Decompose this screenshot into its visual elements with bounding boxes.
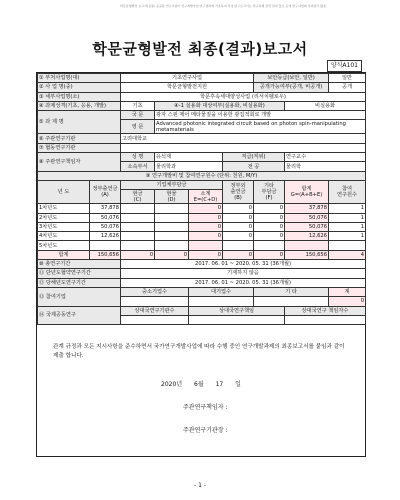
budget-col-etc: 기타 부담금 (F): [254, 180, 285, 203]
budget-col-local: 정부외 출연금 (B): [223, 180, 254, 203]
budget-year: 2차년도: [38, 213, 90, 222]
security-value: 일반: [329, 74, 366, 83]
current-period-value: 2017. 06. 01 ~ 2020. 05. 31 (36개월): [121, 278, 366, 287]
pi-dept-value: 물리학과: [155, 162, 223, 171]
intl-lead-count-value: [285, 315, 366, 324]
budget-gov: 50,076: [90, 213, 121, 222]
budget-col-staff: 참여 연구원수: [329, 180, 366, 203]
signature-pi: 주관연구책임자 :: [183, 404, 228, 412]
table-row: [38, 241, 366, 250]
budget-corp-sum: 0: [189, 222, 223, 231]
table-row: [38, 213, 366, 222]
budget-gov: 12,626: [90, 232, 121, 241]
budget-sum-label: 합계: [38, 250, 90, 259]
budget-staff: 1: [329, 232, 366, 241]
intl-lead-label: 상대국연구책임: [189, 306, 285, 315]
budget-sum-local: 0: [223, 250, 254, 259]
intl-label: ⑭ 국제공동연구: [38, 306, 121, 325]
participants-total-label: 계: [329, 287, 366, 296]
practical-value: 비실용화: [285, 101, 366, 110]
budget-col-total: 합계 G=(A+B+E): [285, 180, 329, 203]
budget-col-corp: 기업체부담금: [121, 180, 223, 189]
participants-large-label: 대기업수: [189, 287, 254, 296]
task-en-value: Advanced photonic integrated circuit based on photon spin-manipulating metamaterials: [155, 120, 366, 134]
budget-corp-sum: 0: [189, 232, 223, 241]
budget-header: ⑨ 연구개발비 및 참여연구원수 (단위: 천원, M/Y): [38, 171, 366, 180]
intl-org-count-label: 상대국연구기관수: [121, 306, 189, 315]
task-en-label: 영 문: [121, 120, 155, 134]
report-form: [36, 72, 366, 457]
intl-org-count-value: [121, 315, 189, 324]
budget-col-gov: 정부출연금 (A): [90, 180, 121, 203]
budget-cash: [121, 232, 155, 241]
budget-col-year: 년 도: [38, 180, 90, 203]
budget-etc: [254, 241, 285, 250]
info-table: [37, 73, 366, 325]
category-value: 기초: [121, 101, 155, 110]
pi-label: ⑧ 주관연구책임자: [38, 153, 121, 172]
budget-local: 0: [223, 232, 254, 241]
submission-notice: 관계 규정과 모든 지시사항을 준수하면서 국가연구개발사업에 따라 수행 중인 연구개발과제의 최종보고서를 붙임과 같이 제출 합니다.: [53, 344, 345, 360]
participants-sme-label: 중소기업수: [121, 287, 189, 296]
pi-major-value: 물리학: [285, 162, 366, 171]
period-value: 2017. 06. 01 ~ 2020. 05. 31 (36개월): [121, 260, 366, 269]
budget-total: [285, 241, 329, 250]
participants-etc-value: [254, 297, 329, 306]
budget-kind: [155, 204, 189, 213]
intl-lead-count-label: 상대국연구 책임자수: [285, 306, 366, 315]
budget-kind: [155, 222, 189, 231]
budget-total: 12,626: [285, 232, 329, 241]
budget-sum-gov: 150,656: [90, 250, 121, 259]
page-title: 학문균형발전 최종(결과)보고서: [92, 40, 308, 58]
participants-total-value: 0: [329, 297, 366, 306]
pi-name-value: 유석재: [155, 153, 223, 162]
participants-sme-value: [121, 297, 189, 306]
pi-rank-label: 직급(직위): [223, 153, 285, 162]
budget-staff: 1: [329, 213, 366, 222]
coop-value: [121, 143, 366, 152]
budget-sum-total: 150,656: [285, 250, 329, 259]
budget-staff: 1: [329, 204, 366, 213]
org-value: 고려대학교: [121, 134, 366, 143]
header-note: 학문균형발전 보고서(공통) 공공용 연구기관이 연구개발사업 연구결과에 기초하여 작성 연구보고서는 연구과제 관련 결과 물로 공개 연구사업의 성과평가 활용: [120, 4, 326, 8]
submission-date: [37, 379, 365, 388]
budget-staff: [329, 241, 366, 250]
task-label: ⑤ 과 제 명: [38, 111, 121, 134]
task-ko-value: 광자 스핀 제어 메타물질을 이용한 광집적회로 개발: [155, 111, 366, 120]
budget-local: 0: [223, 204, 254, 213]
budget-kind: [155, 232, 189, 241]
open-value: 공개: [329, 83, 366, 92]
table-row: [38, 232, 366, 241]
budget-sum-staff: 4: [329, 250, 366, 259]
budget-local: 0: [223, 213, 254, 222]
budget-total: 50,076: [285, 222, 329, 231]
budget-year: 1차년도: [38, 204, 90, 213]
participants-large-value: [189, 297, 254, 306]
pi-name-label: 성 명: [121, 153, 155, 162]
budget-gov: [90, 241, 121, 250]
budget-col-corp-sum: 소계 E=(C+D): [189, 190, 223, 204]
budget-staff: 1: [329, 222, 366, 231]
budget-year: 3차년도: [38, 222, 90, 231]
task-ko-label: 국 문: [121, 111, 155, 120]
program-label: ① 부처사업명(대): [38, 74, 121, 83]
budget-gov: 50,076: [90, 222, 121, 231]
current-period-label: ⑫ 당해년도연구기간: [38, 278, 121, 287]
detail-value: 학문후속세대양성사업 (리서치펠로우): [121, 92, 366, 101]
budget-cash: [121, 213, 155, 222]
practical-label: ④-1 실용화 대상여부(실용화, 비실용화): [155, 101, 285, 110]
budget-local: 0: [223, 222, 254, 231]
budget-kind: [155, 241, 189, 250]
budget-local: [223, 241, 254, 250]
budget-etc: 0: [254, 204, 285, 213]
subprogram-value: 학문균형발전지원: [121, 83, 254, 92]
form-number: 양식A101: [327, 60, 362, 72]
participants-label: ⑬ 참여기업: [38, 287, 121, 306]
date-month: 6월: [194, 381, 204, 389]
budget-corp-sum: 0: [189, 204, 223, 213]
budget-year: 4차년도: [38, 232, 90, 241]
budget-year: 5차년도: [38, 241, 90, 250]
budget-sum-row: [38, 250, 366, 259]
security-label: 보안등급(보안, 일반): [254, 74, 329, 83]
signature-head: 주관연구기관장 :: [183, 427, 228, 435]
participants-etc-label: 기 타: [254, 287, 329, 296]
pi-major-label: 전 공: [223, 162, 285, 171]
table-row: [38, 204, 366, 213]
detail-label: ③ 세부사업명(소): [38, 92, 121, 101]
org-label: ⑥ 주관연구기관: [38, 134, 121, 143]
table-row: [38, 222, 366, 231]
page-number: - 1 -: [194, 482, 206, 489]
budget-sum-corp: 0: [189, 250, 223, 259]
budget-sum-etc: 0: [254, 250, 285, 259]
period-label: ⑩ 총연구기간: [38, 260, 121, 269]
open-label: 공개가능여부(공개, 비공개): [254, 83, 329, 92]
coop-label: ⑦ 협동연구기관: [38, 143, 121, 152]
budget-cash: [121, 241, 155, 250]
annual-period-label: ⑪ 단년도협약연구기간: [38, 269, 121, 278]
subprogram-label: ② 사 업 명(중): [38, 83, 121, 92]
pi-rank-value: 연구교수: [285, 153, 366, 162]
budget-corp-sum: [189, 241, 223, 250]
annual-period-value: 기재하지 않음: [121, 269, 366, 278]
budget-sum-kind: 0: [155, 250, 189, 259]
budget-cash: [121, 222, 155, 231]
budget-etc: 0: [254, 232, 285, 241]
budget-col-kind: 현물 (D): [155, 190, 189, 204]
pi-dept-label: 소속부서: [121, 162, 155, 171]
category-label: ④ 과제성격(기초, 응용, 개발): [38, 101, 121, 110]
program-value: 기초연구사업: [121, 74, 254, 83]
budget-total: 50,076: [285, 213, 329, 222]
budget-col-cash: 현금 (C): [121, 190, 155, 204]
budget-corp-sum: 0: [189, 213, 223, 222]
budget-cash: [121, 204, 155, 213]
date-year: 2020년: [161, 381, 183, 389]
budget-sum-cash: 0: [121, 250, 155, 259]
budget-etc: 0: [254, 222, 285, 231]
budget-total: 37,878: [285, 204, 329, 213]
budget-etc: 0: [254, 213, 285, 222]
date-day: 17 일: [215, 381, 241, 389]
budget-kind: [155, 213, 189, 222]
intl-lead-value: [189, 315, 285, 324]
budget-gov: 37,878: [90, 204, 121, 213]
